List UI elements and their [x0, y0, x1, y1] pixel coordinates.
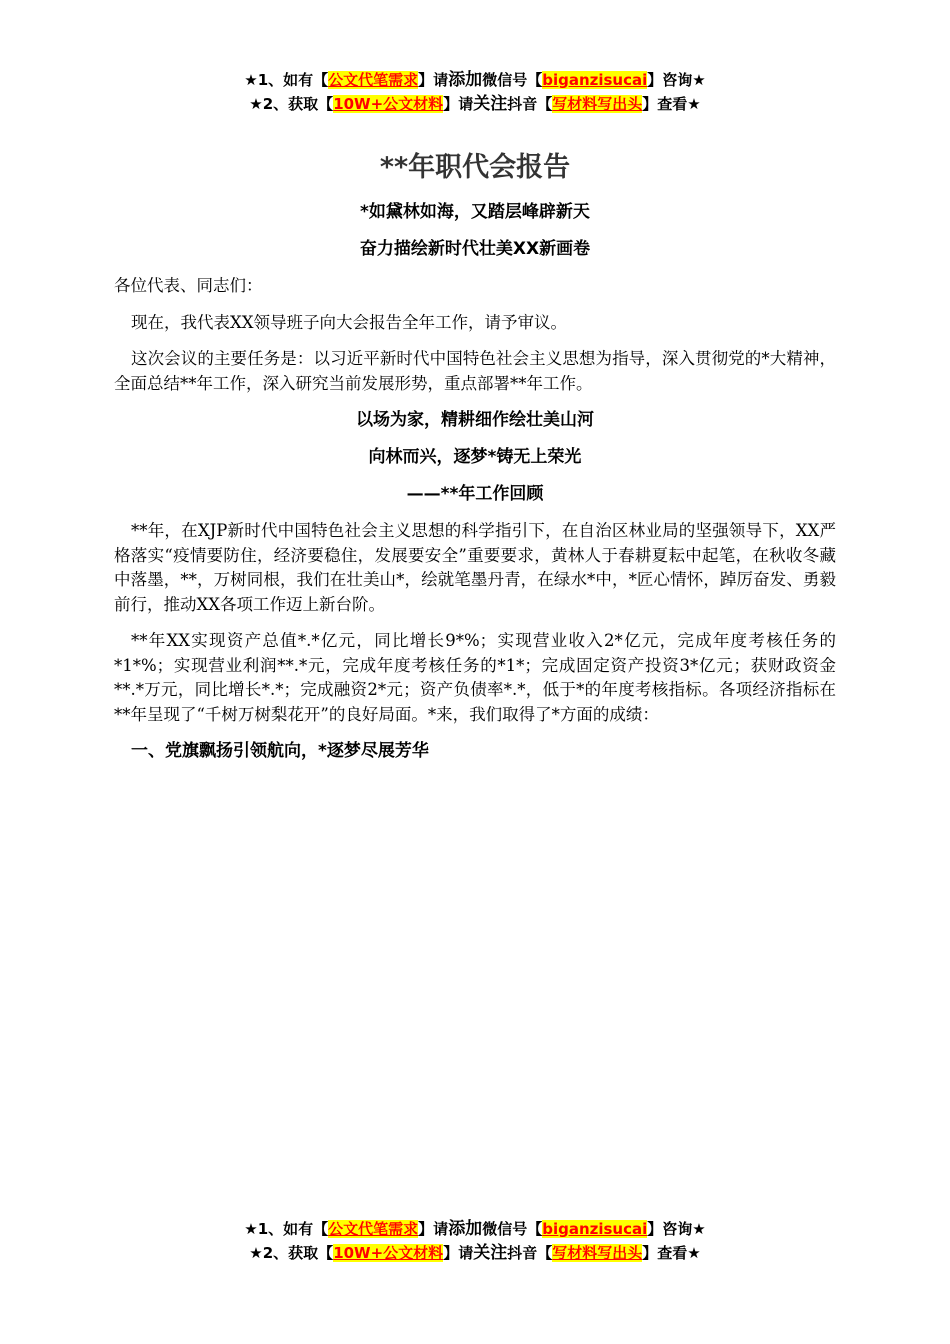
paragraph-2: 这次会议的主要任务是：以习近平新时代中国特色社会主义思想为指导，深入贯彻党的*大精神，全面总结**年工作，深入研究当前发展形势，重点部署**年工作。 [114, 349, 836, 393]
subtitle-1: *如黛林如海，又踏层峰辟新天 [360, 202, 590, 222]
promo-line-1: ★1、如有【公文代笔需求】请添加微信号【biganzisucai】咨询★ [244, 1219, 706, 1239]
document-body [114, 148, 836, 763]
promo-highlight-wechat: biganzisucai [542, 71, 648, 89]
paragraph-1: 现在，我代表XX领导班子向大会报告全年工作，请予审议。 [131, 312, 567, 332]
promo-highlight-materials: 10W+公文材料 [333, 95, 444, 113]
promo-highlight-douyin: 写材料写出头 [552, 1244, 643, 1262]
promo-highlight-wechat: biganzisucai [542, 1220, 648, 1238]
promo-footer [0, 1217, 950, 1265]
heading-2: 向林而兴，逐梦*铸无上荣光 [368, 447, 582, 467]
heading-1: 以场为家，精耕细作绘壮美山河 [356, 410, 594, 430]
promo-highlight-materials: 10W+公文材料 [333, 1244, 444, 1262]
promo-line-2: ★2、获取【10W+公文材料】请关注抖音【写材料写出头】查看★ [249, 94, 701, 114]
promo-highlight-douyin: 写材料写出头 [552, 95, 643, 113]
paragraph-4: **年XX实现资产总值*.*亿元，同比增长9*%；实现营业收入2*亿元，完成年度考核任务的*1*%；实现营业利润**.*元，完成年度考核任务的*1*；完成固定资产投资3*亿元；获财政资金**.*万元，同比增长*.*；完成融资2*元；资产负债率*.*，低于*的年度考核指标。各项经济指标在**年呈现了“千树万树梨花开”的良好局面。*来，我们取得了*方面的成绩： [114, 631, 836, 724]
subtitle-2: 奋力描绘新时代壮美XX新画卷 [359, 239, 591, 259]
promo-header [0, 68, 950, 116]
paragraph-3: **年，在XJP新时代中国特色社会主义思想的科学指引下，在自治区林业局的坚强领导下，XX严格落实“疫情要防住，经济要稳住，发展要安全”重要要求，黄林人于春耕夏耘中起笔，在秋收冬藏中落墨，**，万树同根，我们在壮美山*，绘就笔墨丹青，在绿水*中，*匠心情怀，踔厉奋发、勇毅前行，推动XX各项工作迈上新台阶。 [114, 521, 836, 614]
promo-highlight-service: 公文代笔需求 [328, 71, 419, 89]
salutation: 各位代表、同志们： [114, 276, 263, 295]
promo-line-2: ★2、获取【10W+公文材料】请关注抖音【写材料写出头】查看★ [249, 1243, 701, 1263]
promo-highlight-service: 公文代笔需求 [328, 1220, 419, 1238]
promo-line-1: ★1、如有【公文代笔需求】请添加微信号【biganzisucai】咨询★ [244, 70, 706, 90]
page-title: **年职代会报告 [379, 152, 571, 183]
heading-3: ——**年工作回顾 [406, 484, 544, 504]
section-heading-1: 一、党旗飘扬引领航向，*逐梦尽展芳华 [131, 741, 429, 761]
